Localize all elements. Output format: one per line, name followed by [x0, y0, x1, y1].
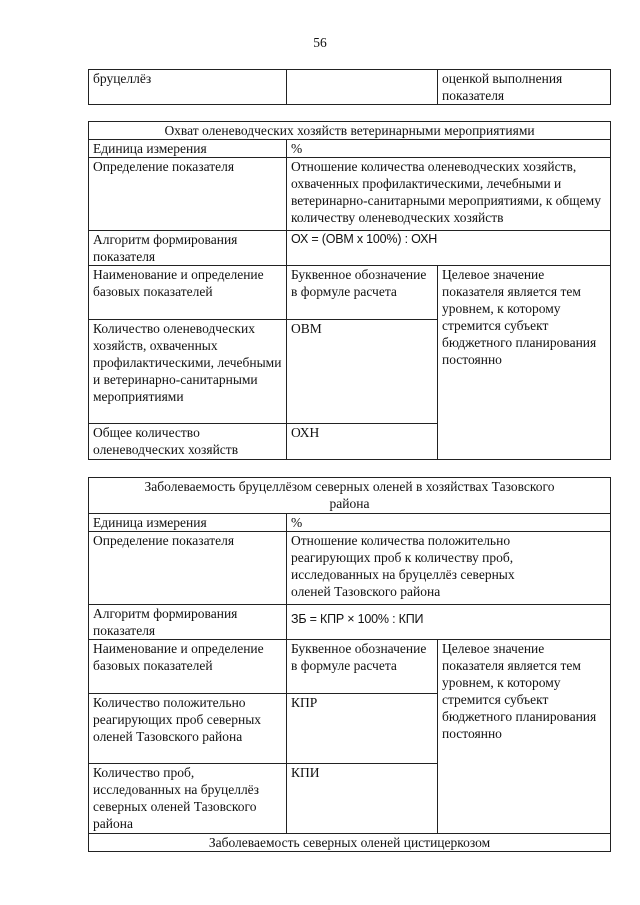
- definition-value: Отношение количества положительно реагирующих проб к количеству проб, исследованных на бруцеллёз северных оленей Тазовского района: [287, 532, 611, 605]
- base-indicators-label: Наименование и определение базовых показателей: [89, 266, 287, 320]
- definition-value: Отношение количества оленеводческих хозяйств, охваченных профилактическими, лечебными и ветеринарно-санитарными мероприятиями, к общему количеству оленеводческих хозяйств: [287, 158, 611, 231]
- base-indicator-code: ОВМ: [287, 320, 438, 424]
- base-indicator-name: Количество оленеводческих хозяйств, охваченных профилактическими, лечебными и ветеринарно-санитарными мероприятиями: [89, 320, 287, 424]
- definition-label: Определение показателя: [89, 158, 287, 231]
- continuation-table: [88, 69, 611, 105]
- letter-code-label: Буквенное обозначение в формуле расчета: [287, 640, 438, 694]
- cont-cell-1: бруцеллёз: [89, 70, 287, 105]
- unit-value: %: [287, 514, 611, 532]
- definition-label: Определение показателя: [89, 532, 287, 605]
- unit-label: Единица измерения: [89, 514, 287, 532]
- unit-label: Единица измерения: [89, 140, 287, 158]
- next-table-title: Заболеваемость северных оленей цистицеркозом: [89, 834, 611, 852]
- table-title: Охват оленеводческих хозяйств ветеринарными мероприятиями: [89, 122, 611, 140]
- indicator-table-brucellosis: [88, 477, 611, 852]
- base-indicator-code: КПИ: [287, 764, 438, 834]
- indicator-table-coverage: [88, 121, 611, 460]
- algorithm-label: Алгоритм формирования показателя: [89, 605, 287, 640]
- base-indicator-code: КПР: [287, 694, 438, 764]
- algorithm-label: Алгоритм формирования показателя: [89, 231, 287, 266]
- cont-cell-3: оценкой выполнения показателя: [438, 70, 611, 105]
- base-indicator-code: ОХН: [287, 424, 438, 460]
- page-number: 56: [313, 35, 327, 50]
- table-title: Заболеваемость бруцеллёзом северных оленей в хозяйствах Тазовского района: [89, 478, 611, 514]
- cont-cell-2: [287, 70, 438, 105]
- algorithm-formula: ОХ = (ОВМ х 100%) : ОХН: [287, 231, 611, 266]
- target-value-note: Целевое значение показателя является тем уровнем, к которому стремится субъект бюджетного планирования постоянно: [438, 266, 611, 460]
- base-indicators-label: Наименование и определение базовых показателей: [89, 640, 287, 694]
- letter-code-label: Буквенное обозначение в формуле расчета: [287, 266, 438, 320]
- algorithm-formula: ЗБ = КПР × 100% : КПИ: [287, 605, 611, 640]
- target-value-note: Целевое значение показателя является тем уровнем, к которому стремится субъект бюджетного планирования постоянно: [438, 640, 611, 834]
- base-indicator-name: Общее количество оленеводческих хозяйств: [89, 424, 287, 460]
- base-indicator-name: Количество проб, исследованных на бруцеллёз северных оленей Тазовского района: [89, 764, 287, 834]
- base-indicator-name: Количество положительно реагирующих проб северных оленей Тазовского района: [89, 694, 287, 764]
- unit-value: %: [287, 140, 611, 158]
